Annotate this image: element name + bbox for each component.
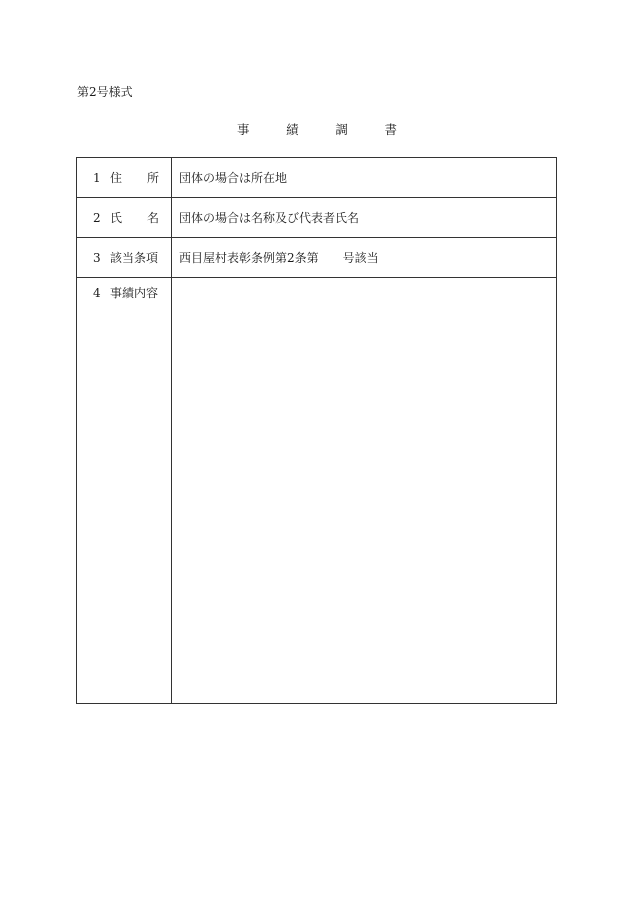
table-row-name <box>77 198 556 238</box>
achievements-field[interactable] <box>172 278 556 703</box>
row-label <box>110 210 159 226</box>
row-label-char: 所 <box>146 171 159 185</box>
label-cell <box>77 278 172 703</box>
address-field[interactable] <box>172 158 556 197</box>
row-number: 2 <box>93 211 101 225</box>
form-number: 第2号様式 <box>77 85 133 99</box>
clause-field[interactable] <box>172 238 556 277</box>
clause-value: 西目屋村表彰条例第2条第 号該当 <box>179 251 379 265</box>
name-value: 団体の場合は名称及び代表者氏名 <box>179 211 360 225</box>
label-cell <box>77 238 172 277</box>
title-char: 事 <box>237 122 250 137</box>
row-label-char: 名 <box>146 211 159 225</box>
row-number: 4 <box>93 286 101 300</box>
title-char: 績 <box>286 122 299 137</box>
address-value: 団体の場合は所在地 <box>179 171 288 185</box>
title-char: 書 <box>384 122 397 137</box>
name-field[interactable] <box>172 198 556 237</box>
row-label-char: 住 <box>110 171 123 185</box>
document-title <box>237 122 397 138</box>
row-label: 事績内容 <box>110 286 159 300</box>
table-row-achievements <box>77 278 556 703</box>
table-row-clause <box>77 238 556 278</box>
row-label <box>110 170 159 186</box>
title-char: 調 <box>335 122 348 137</box>
label-cell <box>77 198 172 237</box>
label-cell <box>77 158 172 197</box>
row-label-char: 氏 <box>110 211 123 225</box>
row-number: 1 <box>93 171 101 185</box>
record-table <box>76 157 557 704</box>
table-row-address <box>77 158 556 198</box>
row-label: 該当条項 <box>110 251 159 265</box>
row-number: 3 <box>93 251 101 265</box>
